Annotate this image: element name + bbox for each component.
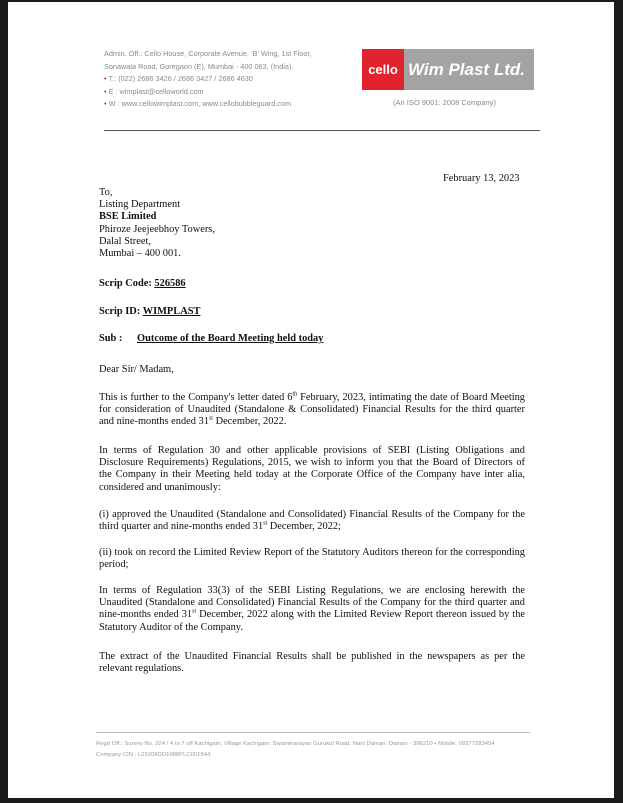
header-divider	[104, 130, 540, 131]
address-line-2: Sonawala Road, Goregaon (E), Mumbai - 400 063, (India).	[104, 61, 294, 71]
scrip-id	[99, 306, 525, 318]
footer	[96, 739, 546, 761]
paragraph-4: (ii) took on record the Limited Review Report of the Statutory Auditors thereon for the corresponding period;	[99, 547, 525, 571]
letter-page	[8, 2, 614, 798]
recipient-line: Listing Department	[99, 199, 181, 211]
paragraph-text: December, 2022.	[212, 416, 287, 428]
scrip-code	[99, 278, 525, 290]
paragraph-text: December, 2022 along with the Limited Review Report thereon issued by the Statutory Auditor of the Company.	[99, 609, 525, 633]
salutation: Dear Sir/ Madam,	[99, 364, 174, 375]
scrip-code-label: Scrip Code:	[99, 278, 155, 289]
company-name-logo: Wim Plast Ltd.	[408, 60, 525, 79]
contact-website	[104, 98, 354, 111]
recipient-line: BSE Limited	[99, 211, 157, 223]
paragraph-text: December, 2022;	[267, 521, 341, 533]
subject-label: Sub :	[99, 333, 123, 344]
email-text: E : wimplast@celloworld.com	[108, 86, 204, 96]
paragraph-2: In terms of Regulation 30 and other applicable provisions of SEBI (Listing Obligations and Disclosure Requirements) Regulations, 2015, we wish to inform you that the Board of Directors of the Company in their Meeting held today at the Corporate Office of the Company have inter alia, considered and unanimously:	[99, 445, 525, 493]
superscript: st	[192, 608, 197, 615]
scrip-code-value: 526586	[154, 278, 186, 289]
paragraph-6: The extract of the Unaudited Financial Results shall be published in the newspapers as per the relevant regulations.	[99, 651, 525, 675]
paragraph-3	[99, 509, 525, 533]
scrip-id-value: WIMPLAST	[142, 306, 201, 317]
subject-line	[99, 333, 525, 345]
registered-office: Regd Off.: Survey No. 324 / 4 to 7 off Kachigam, Village Kachigam, Swaminarayan Gurukul Road, Nani Daman, Daman - 396210 • Mobile: 09377283454	[96, 741, 495, 747]
paragraph-text: In terms of Regulation 33(3) of the SEBI Listing Regulations, we are enclosing herewith the Unaudited (Standalone and Consolidated) Financial Results of the Company for the third quarter and nine-months ended 31	[99, 585, 525, 621]
superscript: st	[208, 415, 213, 422]
recipient-line: Dalal Street,	[99, 235, 151, 247]
bullet-icon: •	[104, 86, 107, 96]
footer-divider	[96, 732, 530, 733]
letter-date: February 13, 2023	[443, 173, 520, 184]
website-text: W : www.cellowimplast.com, www.cellobubbleguard.com	[108, 99, 292, 109]
to-line: To,	[99, 187, 113, 198]
contact-email	[104, 86, 354, 99]
paragraph-5	[99, 585, 525, 634]
bullet-icon: •	[104, 99, 107, 109]
recipient-block	[99, 187, 525, 260]
company-logo	[362, 49, 534, 90]
recipient-line: Phiroze Jeejeebhoy Towers,	[99, 223, 215, 235]
company-cin: Company CIN : L25209DD1988PLC001544	[96, 752, 211, 758]
company-address-block	[104, 48, 354, 111]
paragraph-text: February, 2023, intimating the date of Board Meeting for consideration of Unaudited (Standalone & Consolidated) Financial Results for the third quarter and nine-months ended 31	[99, 392, 525, 428]
bullet-icon: •	[104, 74, 107, 84]
address-line-1: Admin. Off.: Cello House, Corporate Avenue, ‘B’ Wing, 1st Floor,	[104, 49, 312, 58]
superscript: th	[292, 391, 298, 398]
iso-certification: (An ISO 9001: 2008 Company)	[393, 98, 496, 107]
subject-text: Outcome of the Board Meeting held today	[137, 333, 324, 344]
scrip-id-label: Scrip ID:	[99, 306, 143, 317]
superscript: st	[263, 520, 268, 527]
contact-phone	[104, 73, 354, 86]
recipient-line: Mumbai – 400 001.	[99, 248, 181, 260]
phone-text: T.: (022) 2686 3426 / 2686 3427 / 2686 4630	[108, 74, 253, 84]
paragraph-1	[99, 392, 525, 429]
paragraph-text: This is further to the Company's letter dated 6	[99, 392, 293, 403]
paragraph-text: (i) approved the Unaudited (Standalone and Consolidated) Financial Results of the Company for the third quarter and nine-months ended 31	[99, 509, 525, 533]
cello-logo-mark: cello	[362, 49, 404, 90]
